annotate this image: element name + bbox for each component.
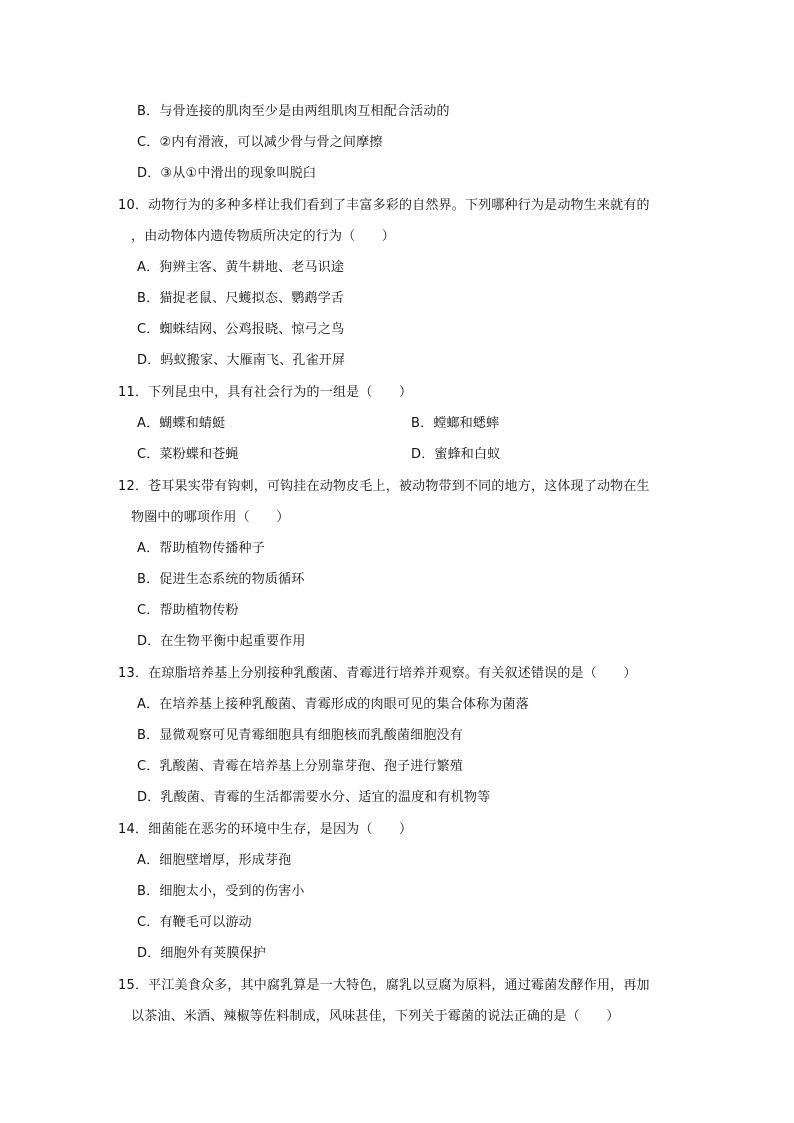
q13-option-d: D．乳酸菌、青霉的生活都需要水分、适宜的温度和有机物等: [137, 790, 491, 805]
q13-option-a: A．在培养基上接种乳酸菌、青霉形成的肉眼可见的集合体称为菌落: [137, 697, 529, 712]
q14-option-a: A．细胞壁增厚，形成芽孢: [137, 853, 292, 868]
q9-option-c: C．②内有滑液，可以减少骨与骨之间摩擦: [137, 135, 383, 150]
q13-stem: 13．在琼脂培养基上分别接种乳酸菌、青霉进行培养并观察。有关叙述错误的是（ ）: [118, 666, 637, 681]
q11-option-c: C．菜粉蝶和苍蝇: [137, 447, 239, 462]
q15-stem-line1: 15．平江美食众多，其中腐乳算是一大特色，腐乳以豆腐为原料，通过霉菌发酵作用，再加: [118, 978, 650, 993]
q11-option-a: A．蝴蝶和蜻蜓: [137, 416, 226, 431]
q14-option-c: C．有鞭毛可以游动: [137, 915, 252, 930]
q12-option-d: D．在生物平衡中起重要作用: [137, 634, 306, 649]
q13-option-b: B．显微观察可见青霉细胞具有细胞核而乳酸菌细胞没有: [137, 728, 463, 743]
q13-option-c: C．乳酸菌、青霉在培养基上分别靠芽孢、孢子进行繁殖: [137, 759, 464, 774]
q10-option-b: B．猫捉老鼠、尺蠖拟态、鹦鹉学舌: [137, 291, 345, 306]
q15-stem-line2: 以茶油、米酒、辣椒等佐料制成，风味甚佳，下列关于霉菌的说法正确的是（ ）: [131, 1009, 620, 1024]
q14-option-d: D．细胞外有荚膜保护: [137, 946, 267, 961]
q10-option-a: A．狗辨主客、黄牛耕地、老马识途: [137, 260, 345, 275]
q12-option-a: A．帮助植物传播种子: [137, 541, 265, 556]
q12-stem-line2: 物圈中的哪项作用（ ）: [131, 510, 290, 525]
q12-option-b: B．促进生态系统的物质循环: [137, 572, 305, 587]
q11-stem: 11．下列昆虫中，具有社会行为的一组是（ ）: [118, 385, 413, 400]
q11-option-d: D．蜜蜂和白蚁: [411, 447, 501, 462]
q10-option-c: C．蜘蛛结网、公鸡报晓、惊弓之鸟: [137, 322, 345, 337]
q14-option-b: B．细胞太小，受到的伤害小: [137, 884, 305, 899]
q11-option-b: B．螳螂和蟋蟀: [411, 416, 500, 431]
q9-option-b: B．与骨连接的肌肉至少是由两组肌肉互相配合活动的: [137, 104, 450, 119]
q12-option-c: C．帮助植物传粉: [137, 603, 239, 618]
q10-stem-line2: ，由动物体内遗传物质所决定的行为（ ）: [131, 229, 396, 244]
q9-option-d: D．③从①中滑出的现象叫脱臼: [137, 166, 317, 181]
q14-stem: 14．细菌能在恶劣的环境中生存，是因为（ ）: [118, 822, 413, 837]
q12-stem-line1: 12．苍耳果实带有钩刺，可钩挂在动物皮毛上，被动物带到不同的地方，这体现了动物在生: [118, 479, 650, 494]
q10-stem-line1: 10．动物行为的多种多样让我们看到了丰富多彩的自然界。下列哪种行为是动物生来就有的: [118, 198, 650, 213]
q10-option-d: D．蚂蚁搬家、大雁南飞、孔雀开屏: [137, 353, 346, 368]
